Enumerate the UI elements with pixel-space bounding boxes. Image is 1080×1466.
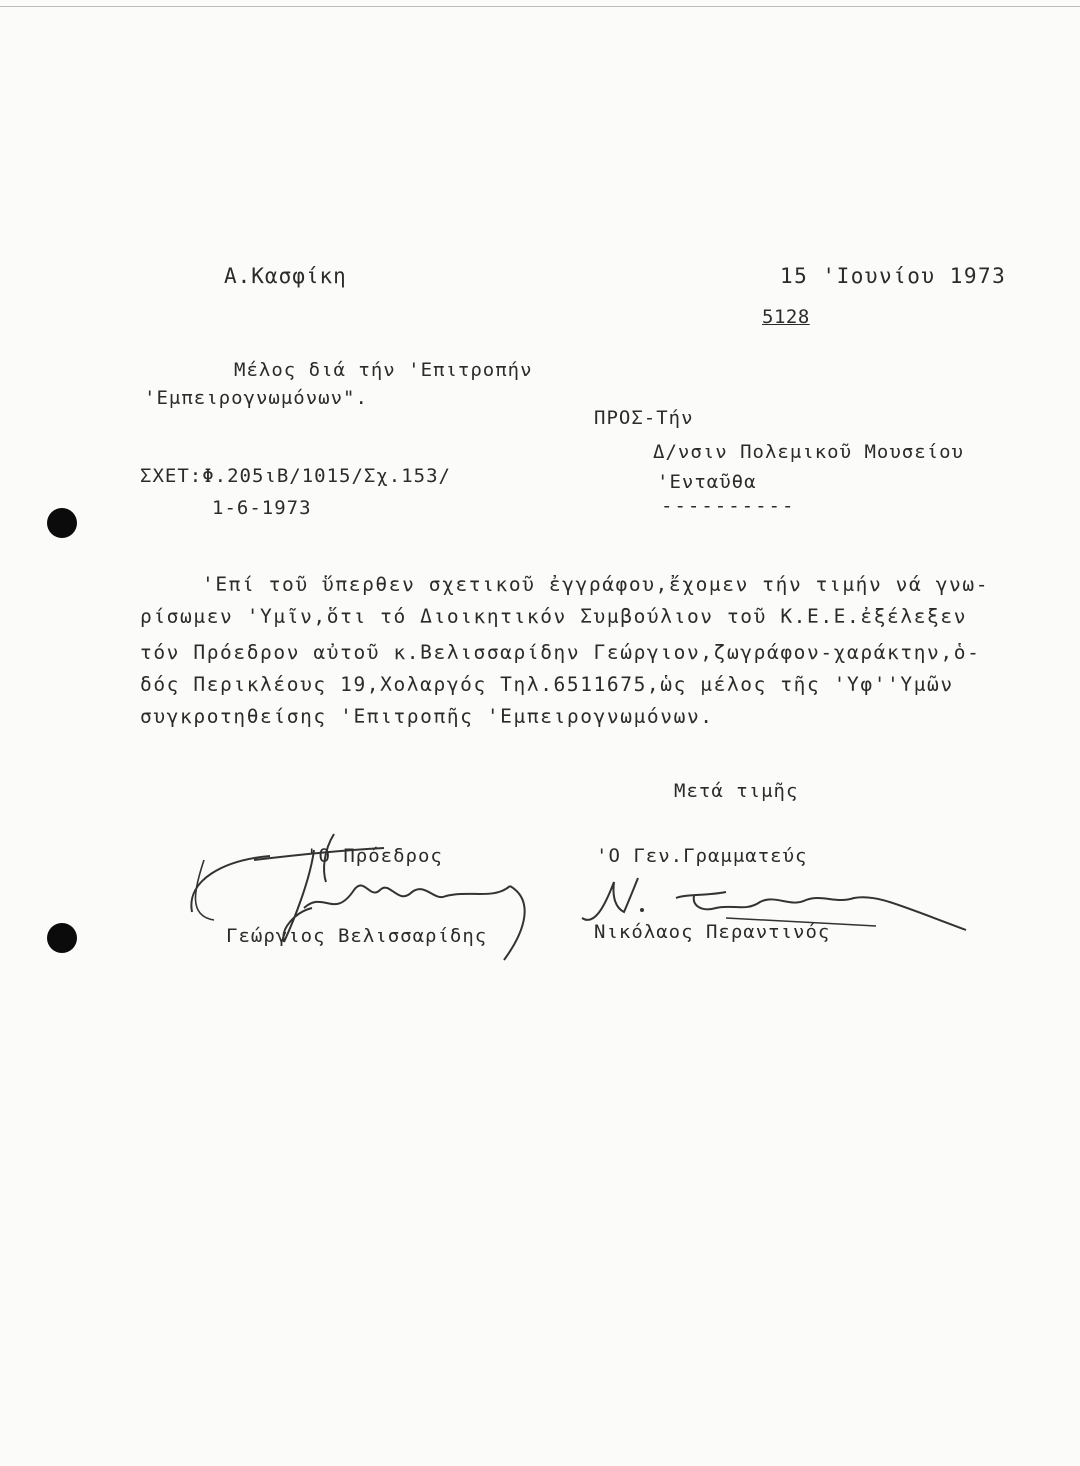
punch-hole-bottom [47, 923, 77, 953]
protocol-number: 5128 [762, 306, 810, 328]
sender-name: Α.Κασφίκη [224, 264, 347, 288]
left-signatory-name: Γεώργιος Βελισσαρίδης [226, 925, 488, 947]
body-line-2: ρίσωμεν 'Υμῖν,ὅτι τό Διοικητικόν Συμβούλιον τοῦ Κ.Ε.Ε.ἐξέλεξεν [140, 605, 968, 628]
recipient-place: 'Ενταῦθα [657, 471, 757, 493]
body-line-1: 'Επί τοῦ ὕπερθεν σχετικοῦ ἐγγράφου,ἔχομεν τήν τιμήν νά γνω- [202, 573, 990, 596]
reference-date: 1-6-1973 [212, 497, 312, 519]
letter-date: 15 'Ιουνίου 1973 [780, 264, 1007, 288]
recipient-office: Δ/νσιν Πολεμικοῦ Μουσείου [653, 441, 964, 463]
punch-hole-top [47, 508, 77, 538]
left-signatory-title: 'Ο Πρόεδρος [306, 845, 443, 867]
subject-line-1: Μέλος διά τήν 'Επιτροπήν [234, 359, 533, 381]
subject-line-2: 'Εμπειρογνωμόνων". [144, 387, 368, 409]
right-signatory-name: Νικόλαος Περαντινός [594, 921, 831, 943]
page-top-edge [0, 6, 1080, 7]
president-signature [184, 820, 554, 970]
recipient-prefix: ΠΡΟΣ-Τήν [594, 407, 694, 429]
recipient-rule: ---------- [661, 495, 796, 517]
closing-phrase: Μετά τιμῆς [674, 780, 799, 802]
body-line-3: τόν Πρόεδρον αὐτοῦ κ.Βελισσαρίδην Γεώργιον,ζωγράφον-χαράκτην,ὁ- [140, 641, 981, 664]
reference-line-1: ΣΧΕΤ:Φ.205ιΒ/1015/Σχ.153/ [140, 465, 451, 487]
right-signatory-title: 'Ο Γεν.Γραμματεύς [596, 845, 808, 867]
body-line-5: συγκροτηθείσης 'Επιτροπῆς 'Εμπειρογνωμόνων. [140, 705, 714, 728]
body-line-4: δός Περικλέους 19,Χολαργός Τηλ.6511675,ὡς μέλος τῆς 'Υφ''Υμῶν [140, 673, 954, 696]
secretary-signature [576, 868, 976, 948]
